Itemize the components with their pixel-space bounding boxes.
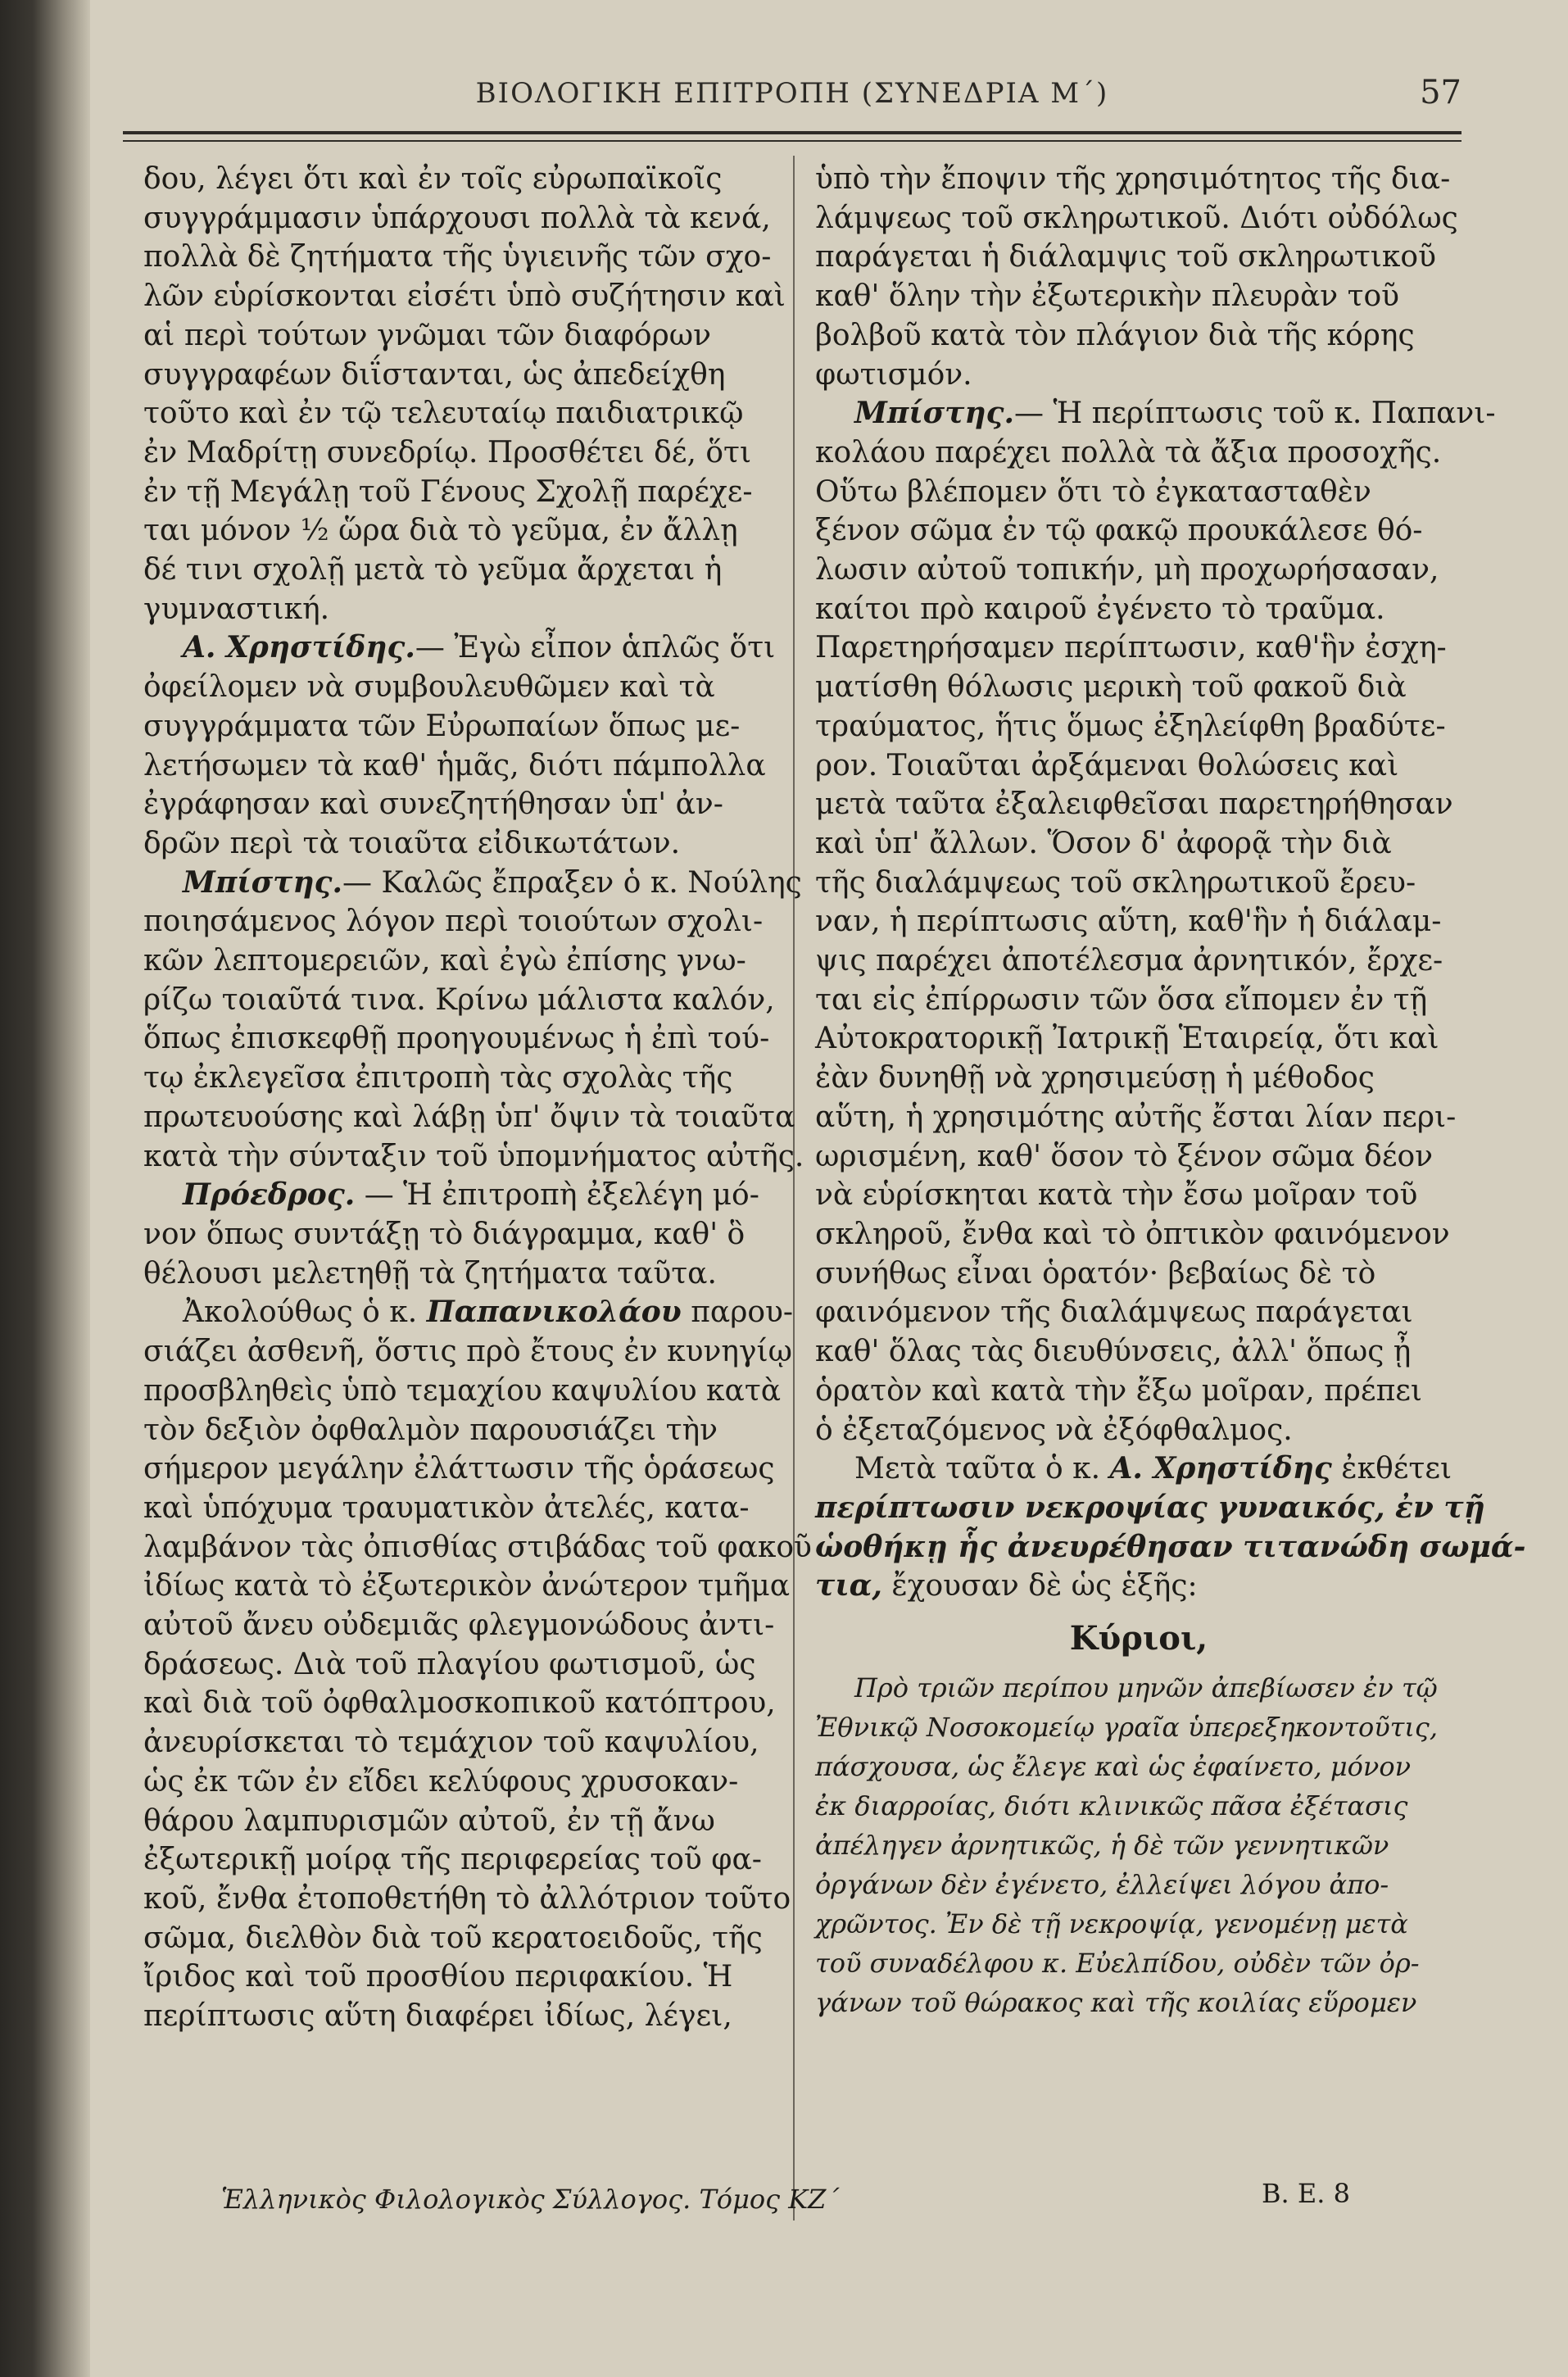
text-line: καὶ διὰ τοῦ ὀφθαλμοσκοπικοῦ κατόπτρου, — [143, 1686, 776, 1721]
text-line: ἀνευρίσκεται τὸ τεμάχιον τοῦ καψυλίου, — [143, 1726, 759, 1760]
text-line: φαινόμενον τῆς διαλάμψεως παράγεται — [815, 1295, 1413, 1330]
text-line: τραύματος, ἥτις ὅμως ἐξηλείφθη βραδύτε- — [815, 709, 1446, 743]
text-line: καθ' ὅλην τὴν ἐξωτερικὴν πλευρὰν τοῦ — [815, 279, 1400, 314]
text-run: ἐκθέτει — [1331, 1452, 1452, 1486]
text-run: — Ἡ περίπτωσις τοῦ κ. Παπανι- — [1014, 397, 1496, 431]
text-line: βολβοῦ κατὰ τὸν πλάγιον διὰ τῆς κόρης — [815, 318, 1415, 352]
header-rule-thin — [123, 140, 1462, 142]
text-line: δου, λέγει ὅτι καὶ ἐν τοῖς εὐρωπαϊκοῖς — [143, 162, 723, 196]
text-line — [815, 394, 1496, 433]
text-line: ὁρατὸν καὶ κατὰ τὴν ἔξω μοῖραν, πρέπει — [815, 1373, 1423, 1408]
running-title: ΒΙΟΛΟΓΙΚΗ ΕΠΙΤΡΟΠΗ (ΣΥΝΕΔΡΙΑ Μ΄) — [475, 77, 1109, 110]
text-line: θάρου λαμπυρισμῶν αὐτοῦ, ἐν τῇ ἄνω — [143, 1803, 715, 1838]
text-line: ρίζω τοιαῦτά τινα. Κρίνω μάλιστα καλόν, — [143, 982, 775, 1017]
text-line: σήμερον μεγάλην ἐλάττωσιν τῆς ὁράσεως — [143, 1452, 775, 1486]
text-line: καὶ ὑπόχυμα τραυματικὸν ἀτελές, κατα- — [143, 1490, 750, 1525]
text-line: λετήσωμεν τὰ καθ' ἡμᾶς, διότι πάμπολλα — [143, 748, 766, 783]
text-line: ποιησάμενος λόγον περὶ τοιούτων σχολι- — [143, 905, 764, 939]
text-line: περίπτωσιν νεκροψίας γυναικός, ἐν τῇ — [815, 1490, 1485, 1525]
text-line: δράσεως. Διὰ τοῦ πλαγίου φωτισμοῦ, ὡς — [143, 1647, 756, 1681]
text-line: πολλὰ δὲ ζητήματα τῆς ὑγιεινῆς τῶν σχο- — [143, 240, 772, 274]
paragraph — [143, 1176, 774, 1293]
journal-footer: Ἑλληνικὸς Φιλολογικὸς Σύλλογος. Τόμος ΚΖ΄ — [221, 2184, 840, 2215]
text-line — [143, 864, 802, 903]
header-rule-thick — [123, 131, 1462, 134]
text-line: ἰδίως κατὰ τὸ ἐξωτερικὸν ἀνώτερον τμῆμα — [143, 1569, 791, 1604]
text-line: πρωτευούσης καὶ λάβῃ ὑπ' ὄψιν τὰ τοιαῦτα — [143, 1100, 795, 1134]
speaker-name: Μπίστης. — [183, 864, 343, 900]
column-divider — [793, 156, 795, 2220]
paragraph — [815, 1449, 1526, 1606]
text-line: Πρὸ τριῶν περίπου μηνῶν ἀπεβίωσεν ἐν τῷ — [854, 1672, 1438, 1703]
text-line: καίτοι πρὸ καιροῦ ἐγένετο τὸ τραῦμα. — [815, 592, 1385, 626]
text-line: ὑπὸ τὴν ἔποψιν τῆς χρησιμότητος τῆς δια- — [815, 162, 1451, 196]
text-line: ἴριδος καὶ τοῦ προσθίου περιφακίου. Ἡ — [143, 1960, 733, 1994]
text-line: καὶ ὑπ' ἄλλων. Ὅσον δ' ἀφορᾷ τὴν διὰ — [815, 826, 1392, 860]
text-line: ται μόνον ½ ὥρα διὰ τὸ γεῦμα, ἐν ἄλλῃ — [143, 514, 738, 548]
text-line — [143, 1176, 774, 1215]
text-line: σῶμα, διελθὸν διὰ τοῦ κερατοειδοῦς, τῆς — [143, 1921, 763, 1955]
text-run: παρου- — [681, 1295, 794, 1330]
text-line: κολάου παρέχει πολλὰ τὰ ἄξια προσοχῆς. — [815, 435, 1442, 470]
text-line: ματίσθη θόλωσις μερικὴ τοῦ φακοῦ διὰ — [815, 670, 1407, 705]
page-number: 57 — [1420, 74, 1462, 111]
text-line: παράγεται ἡ διάλαμψις τοῦ σκληρωτικοῦ — [815, 240, 1436, 274]
text-line: θέλουσι μελετηθῇ τὰ ζητήματα ταῦτα. — [143, 1256, 717, 1291]
text-line: προσβληθεὶς ὑπὸ τεμαχίου καψυλίου κατὰ — [143, 1373, 782, 1408]
text-line — [815, 1449, 1462, 1489]
text-line: μετὰ ταῦτα ἐξαλειφθεῖσαι παρετηρήθησαν — [815, 787, 1453, 822]
text-line — [143, 628, 774, 668]
paragraph — [143, 864, 804, 1177]
text-line: αἱ περὶ τούτων γνῶμαι τῶν διαφόρων — [143, 318, 711, 352]
text-line: γυμναστική. — [143, 592, 330, 626]
speaker-name: Α. Χρηστίδης. — [183, 630, 415, 665]
text-run: Μετὰ ταῦτα ὁ κ. — [854, 1452, 1110, 1486]
text-line: ἐν τῇ Μεγάλῃ τοῦ Γένους Σχολῇ παρέχε- — [143, 474, 753, 509]
text-run: ἔχουσαν δὲ ὡς ἑξῆς: — [881, 1569, 1198, 1604]
right-column — [815, 160, 1526, 2022]
text-line: τοῦτο καὶ ἐν τῷ τελευταίῳ παιδιατρικῷ — [143, 397, 744, 431]
text-line: τοῦ συναδέλφου κ. Εὐελπίδου, οὐδὲν τῶν ὀρ- — [815, 1947, 1420, 1979]
person-name: Α. Χρηστίδης — [1109, 1451, 1332, 1486]
text-line: λῶν εὑρίσκονται εἰσέτι ὑπὸ συζήτησιν καὶ — [143, 279, 786, 314]
text-line: ψις παρέχει ἀποτέλεσμα ἀρνητικόν, ἔρχε- — [815, 944, 1443, 978]
text-line: τὸν δεξιὸν ὀφθαλμὸν παρουσιάζει τὴν — [143, 1413, 718, 1447]
text-line: νὰ εὑρίσκηται κατὰ τὴν ἔσω μοῖραν τοῦ — [815, 1178, 1418, 1213]
text-line: ἐὰν δυνηθῇ νὰ χρησιμεύσῃ ἡ μέθοδος — [815, 1061, 1375, 1096]
text-line: ὡς ἐκ τῶν ἐν εἴδει κελύφους χρυσοκαν- — [143, 1764, 739, 1799]
text-line: φωτισμόν. — [815, 357, 972, 392]
paragraph — [143, 628, 774, 863]
text-line: συγγραφέων διΐστανται, ὡς ἀπεδείχθη — [143, 357, 726, 392]
speaker-name: Μπίστης. — [854, 396, 1015, 431]
text-line: τῳ ἐκλεγεῖσα ἐπιτροπὴ τὰς σχολὰς τῆς — [143, 1061, 733, 1096]
letter-salutation: Κύριοι, — [1069, 1619, 1208, 1658]
text-line: Οὕτω βλέπομεν ὅτι τὸ ἐγκατασταθὲν — [815, 474, 1371, 509]
text-line: λαμβάνον τὰς ὀπισθίας στιβάδας τοῦ φακοῦ — [143, 1530, 812, 1564]
page-header — [123, 70, 1462, 120]
text-line: σιάζει ἀσθενῆ, ὅστις πρὸ ἔτους ἐν κυνηγίῳ — [143, 1335, 792, 1369]
text-line: ὀργάνων δὲν ἐγένετο, ἐλλείψει λόγου ἀπο- — [815, 1868, 1389, 1900]
signature-mark: Β. Ε. 8 — [1262, 2178, 1350, 2209]
text-line — [143, 1293, 794, 1332]
text-line: ὀφείλομεν νὰ συμβουλευθῶμεν καὶ τὰ — [143, 670, 715, 705]
text-line: συγγράμματα τῶν Εὐρωπαίων ὅπως με- — [143, 709, 741, 743]
paragraph — [143, 1293, 812, 2035]
text-line: ἐκ διαρροίας, διότι κλινικῶς πᾶσα ἐξέτασις — [815, 1790, 1408, 1821]
text-line: συνήθως εἶναι ὁρατόν· βεβαίως δὲ τὸ — [815, 1256, 1376, 1291]
text-line: ναν, ἡ περίπτωσις αὕτη, καθ'ἣν ἡ διάλαμ- — [815, 905, 1442, 939]
text-line: Αὐτοκρατορικῇ Ἰατρικῇ Ἑταιρείᾳ, ὅτι καὶ — [815, 1022, 1439, 1056]
text-run: Ἀκολούθως ὁ κ. — [183, 1295, 427, 1330]
text-line: ται εἰς ἐπίρρωσιν τῶν ὅσα εἴπομεν ἐν τῇ — [815, 982, 1428, 1017]
text-line: ὅπως ἐπισκεφθῇ προηγουμένως ἡ ἐπὶ τού- — [143, 1022, 770, 1056]
text-line: ἐγράφησαν καὶ συνεζητήθησαν ὑπ' ἀν- — [143, 787, 723, 822]
text-line: ὡοθήκῃ ἧς ἀνευρέθησαν τιτανώδη σωμά- — [815, 1529, 1526, 1564]
person-name: Παπανικολάου — [426, 1295, 682, 1330]
text-line: σκληροῦ, ἔνθα καὶ τὸ ὀπτικὸν φαινόμενον — [815, 1217, 1450, 1251]
speaker-name: Πρόεδρος. — [183, 1177, 356, 1213]
text-line: κατὰ τὴν σύνταξιν τοῦ ὑπομνήματος αὐτῆς. — [143, 1139, 804, 1173]
text-line: αὕτη, ἡ χρησιμότης αὐτῆς ἔσται λίαν περι- — [815, 1100, 1457, 1134]
text-line: γάνων τοῦ θώρακος καὶ τῆς κοιλίας εὕρομεν — [815, 1986, 1417, 2018]
text-line: αὐτοῦ ἄνευ οὐδεμιᾶς φλεγμονώδους ἀντι- — [143, 1608, 775, 1643]
text-line: ἐν Μαδρίτῃ συνεδρίῳ. Προσθέτει δέ, ὅτι — [143, 435, 752, 470]
text-line: Ἐθνικῷ Νοσοκομείῳ γραῖα ὑπερεξηκοντοῦτις, — [815, 1711, 1438, 1743]
text-line: χρῶντος. Ἐν δὲ τῇ νεκροψίᾳ, γενομένῃ μετὰ — [815, 1907, 1408, 1939]
text-line: ἐξωτερικῇ μοίρᾳ τῆς περιφερείας τοῦ φα- — [143, 1843, 762, 1877]
text-run: — Ἡ ἐπιτροπὴ ἐξελέγη μό- — [355, 1178, 759, 1213]
text-line: κοῦ, ἔνθα ἐτοποθετήθη τὸ ἀλλότριον τοῦτο — [143, 1881, 791, 1916]
text-line: περίπτωσις αὕτη διαφέρει ἰδίως, λέγει, — [143, 1999, 732, 2034]
left-column — [143, 160, 812, 2036]
quoted-report — [815, 1668, 1462, 2022]
text-line: τῆς διαλάμψεως τοῦ σκληρωτικοῦ ἔρευ- — [815, 865, 1416, 900]
text-line: ξένον σῶμα ἐν τῷ φακῷ προυκάλεσε θό- — [815, 514, 1423, 548]
text-line: ωρισμένη, καθ' ὅσον τὸ ξένον σῶμα δέον — [815, 1139, 1434, 1173]
text-line: ὁ ἐξεταζόμενος νὰ ἐξόφθαλμος. — [815, 1413, 1293, 1447]
text-line: πάσχουσα, ὡς ἔλεγε καὶ ὡς ἐφαίνετο, μόνον — [815, 1750, 1412, 1782]
paragraph — [143, 160, 786, 628]
text-line: κῶν λεπτομερειῶν, καὶ ἐγὼ ἐπίσης γνω- — [143, 944, 746, 978]
text-run: — Ἐγὼ εἶπον ἁπλῶς ὅτι — [415, 631, 776, 665]
text-line: Παρετηρήσαμεν περίπτωσιν, καθ'ἣν ἐσχη- — [815, 631, 1447, 665]
text-line: νον ὅπως συντάξῃ τὸ διάγραμμα, καθ' ὃ — [143, 1217, 745, 1251]
text-line: δέ τινι σχολῇ μετὰ τὸ γεῦμα ἄρχεται ἡ — [143, 553, 723, 587]
paragraph — [815, 160, 1462, 394]
text-line: λάμψεως τοῦ σκληρωτικοῦ. Διότι οὐδόλως — [815, 201, 1458, 235]
text-line — [815, 1567, 1462, 1606]
text-line: λωσιν αὐτοῦ τοπικήν, μὴ προχωρήσασαν, — [815, 553, 1439, 587]
text-line: δρῶν περὶ τὰ τοιαῦτα εἰδικωτάτων. — [143, 826, 681, 860]
text-line: ἀπέληγεν ἀρνητικῶς, ἡ δὲ τῶν γεννητικῶν — [815, 1829, 1389, 1861]
text-run: τια, — [815, 1568, 882, 1604]
paragraph — [815, 394, 1496, 1449]
text-line: συγγράμμασιν ὑπάρχουσι πολλὰ τὰ κενά, — [143, 201, 771, 235]
text-line: καθ' ὅλας τὰς διευθύνσεις, ἀλλ' ὅπως ᾖ — [815, 1335, 1412, 1369]
text-line: ρον. Τοιαῦται ἀρξάμεναι θολώσεις καὶ — [815, 748, 1399, 783]
text-run: — Καλῶς ἔπραξεν ὁ κ. Νούλης — [342, 865, 802, 900]
